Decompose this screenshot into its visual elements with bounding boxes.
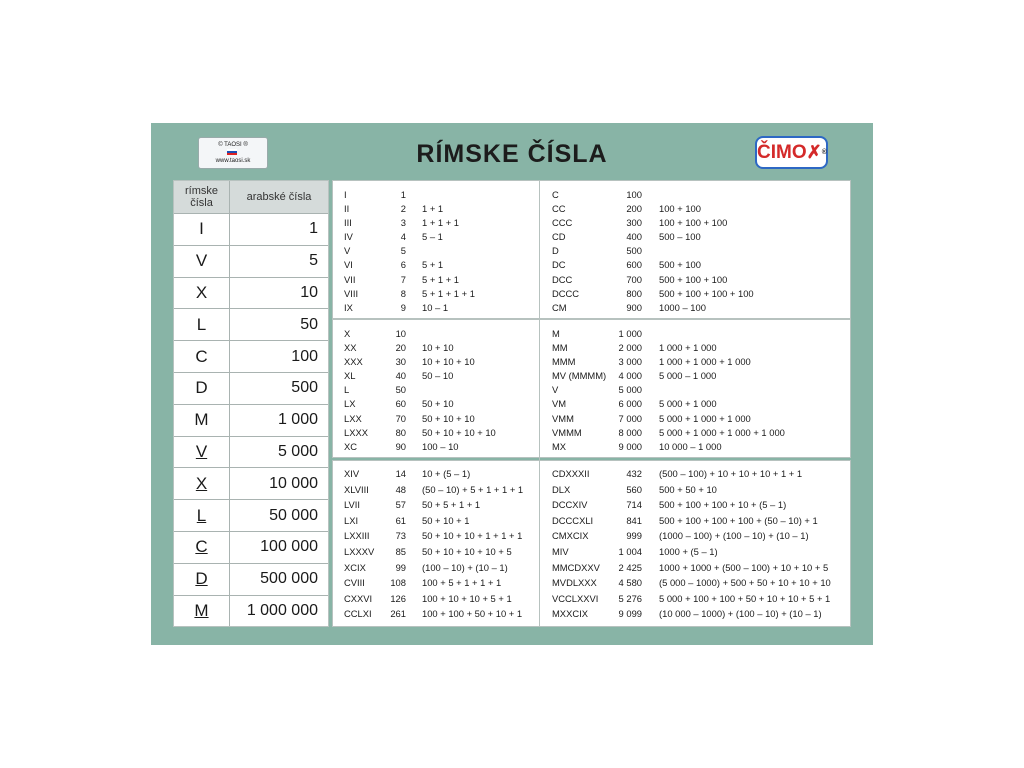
arabic-text: 108 <box>390 577 406 589</box>
arabic-text: 8 000 <box>618 426 642 438</box>
roman-text: CM <box>552 301 567 313</box>
expression-text: (5 000 – 1000) + 500 + 50 + 10 + 10 + 10 <box>659 577 831 589</box>
arabic-text: 60 <box>395 398 406 410</box>
bird-icon: ✗ <box>806 142 822 162</box>
expression-text: 100 + 100 <box>659 203 701 215</box>
roman-text: DC <box>552 259 566 271</box>
numeral-row <box>344 575 544 591</box>
roman-text: DLX <box>552 483 571 495</box>
arabic-text: 2 425 <box>618 561 642 573</box>
numeral-row <box>344 412 544 426</box>
roman-text: LXXXV <box>344 545 375 557</box>
expression-text: (1000 – 100) + (100 – 10) + (10 – 1) <box>659 530 809 542</box>
roman-text: VMM <box>552 412 574 424</box>
roman-text: VI <box>344 259 353 271</box>
roman-text: LXX <box>344 412 362 424</box>
arabic-text: 300 <box>626 217 642 229</box>
basic-table-row <box>174 499 328 531</box>
expression-text: 50 + 5 + 1 + 1 <box>422 499 481 511</box>
arabic-cell: 10 <box>300 283 318 301</box>
basic-table-row <box>174 563 328 595</box>
taosi-logo-url: www.taosi.sk <box>215 158 251 164</box>
numeral-row <box>552 412 852 426</box>
arabic-text: 500 <box>626 245 642 257</box>
expression-text: 5 000 – 1 000 <box>659 370 717 382</box>
arabic-text: 400 <box>626 231 642 243</box>
expression-text: 10 – 1 <box>422 301 449 313</box>
expression-text: 100 + 10 + 10 + 5 + 1 <box>422 592 512 604</box>
expression-text: 5 000 + 1 000 + 1 000 <box>659 412 751 424</box>
expression-text: 500 – 100 <box>659 231 701 243</box>
header-arabic: arabské čísla <box>246 191 312 203</box>
roman-cell: C <box>174 341 230 372</box>
arabic-text: 30 <box>395 356 406 368</box>
roman-cell: M <box>174 596 230 627</box>
numeral-row <box>552 513 852 529</box>
expression-text: 500 + 100 + 100 <box>659 273 728 285</box>
expression-text: 10 000 – 1 000 <box>659 440 722 452</box>
expression-text: 5 000 + 100 + 100 + 50 + 10 + 10 + 5 + 1 <box>659 592 831 604</box>
roman-text: XL <box>344 370 356 382</box>
expression-text: 50 + 10 + 10 + 10 <box>422 426 496 438</box>
numeral-row <box>552 355 852 369</box>
basic-table-row <box>174 467 328 499</box>
numeral-row <box>552 287 852 301</box>
numeral-row <box>552 188 852 202</box>
numeral-row <box>552 327 852 341</box>
numeral-row <box>344 287 544 301</box>
expression-text: 1000 + (5 – 1) <box>659 545 718 557</box>
arabic-text: 2 <box>400 203 406 215</box>
expression-text: 500 + 100 + 100 + 100 + (50 – 10) + 1 <box>659 514 818 526</box>
expression-text: 10 + (5 – 1) <box>422 468 471 479</box>
arabic-text: 9 099 <box>618 608 642 620</box>
taosi-logo-name: © TAOSI ® <box>218 142 248 148</box>
expression-text: 100 – 10 <box>422 440 459 452</box>
roman-text: LXXX <box>344 426 368 438</box>
panel-examples <box>332 460 851 627</box>
expression-text: 10 + 10 <box>422 342 454 354</box>
numeral-row <box>344 273 544 287</box>
arabic-cell: 500 <box>291 379 318 397</box>
expression-text: (100 – 10) + (10 – 1) <box>422 561 508 573</box>
page-title: RÍMSKE ČÍSLA <box>416 140 608 168</box>
tens-column <box>344 327 544 454</box>
panel-tens-thousands <box>332 319 851 458</box>
arabic-text: 20 <box>395 342 406 354</box>
numeral-row <box>552 528 852 544</box>
numeral-row <box>344 440 544 454</box>
roman-numerals-poster <box>151 123 873 645</box>
basic-table-row <box>174 277 328 309</box>
arabic-text: 73 <box>395 530 406 542</box>
numeral-row <box>552 301 852 315</box>
arabic-text: 4 <box>400 231 406 243</box>
expression-text: 50 – 10 <box>422 370 454 382</box>
roman-text: CDXXXII <box>552 468 590 479</box>
roman-text: CC <box>552 203 566 215</box>
expression-text: 50 + 10 + 10 + 10 + 5 <box>422 545 512 557</box>
basic-table-header <box>174 181 328 213</box>
basic-table-row <box>174 404 328 436</box>
roman-cell: D <box>174 373 230 404</box>
arabic-text: 61 <box>395 514 406 526</box>
arabic-text: 57 <box>395 499 406 511</box>
roman-text: VCCLXXVI <box>552 592 599 604</box>
roman-text: DCCC <box>552 287 580 299</box>
numeral-row <box>344 355 544 369</box>
numeral-row <box>552 440 852 454</box>
arabic-text: 714 <box>626 499 642 511</box>
basic-table-row <box>174 213 328 245</box>
numeral-row <box>552 383 852 397</box>
roman-text: XLVIII <box>344 483 369 495</box>
roman-cell: L <box>174 500 230 531</box>
expression-text: 1 + 1 + 1 <box>422 217 460 229</box>
cimo-logo-reg: ® <box>821 149 827 156</box>
basic-table-row <box>174 308 328 340</box>
arabic-text: 5 276 <box>618 592 642 604</box>
arabic-text: 14 <box>395 468 406 479</box>
numeral-row <box>344 216 544 230</box>
roman-cell: X <box>174 278 230 309</box>
arabic-text: 5 <box>400 245 406 257</box>
arabic-text: 126 <box>390 592 406 604</box>
arabic-text: 6 000 <box>618 398 642 410</box>
expression-text: 5 000 + 1 000 <box>659 398 717 410</box>
expression-text: 500 + 50 + 10 <box>659 483 717 495</box>
expression-text: 500 + 100 + 100 + 10 + (5 – 1) <box>659 499 787 511</box>
arabic-cell: 500 000 <box>260 570 318 588</box>
numeral-row <box>552 230 852 244</box>
roman-text: L <box>344 384 350 396</box>
arabic-cell: 1 000 000 <box>246 601 318 619</box>
numeral-row <box>344 426 544 440</box>
roman-text: VMMM <box>552 426 582 438</box>
roman-text: M <box>552 328 560 339</box>
arabic-text: 560 <box>626 483 642 495</box>
units-column <box>344 188 544 315</box>
roman-cell: M <box>174 405 230 436</box>
expression-text: 1000 – 100 <box>659 301 706 313</box>
numeral-row <box>344 528 544 544</box>
basic-table-body <box>174 213 328 626</box>
expression-text: 1000 + 1000 + (500 – 100) + 10 + 10 + 5 <box>659 561 829 573</box>
roman-text: CMXCIX <box>552 530 589 542</box>
numeral-row <box>552 273 852 287</box>
roman-text: XX <box>344 342 357 354</box>
arabic-cell: 50 000 <box>269 506 318 524</box>
expression-text: 500 + 100 + 100 + 100 <box>659 287 754 299</box>
basic-table-row <box>174 372 328 404</box>
roman-text: DCCCXLI <box>552 514 594 526</box>
roman-text: MMCDXXV <box>552 561 600 573</box>
cimo-logo-text: ČIMO <box>757 142 807 163</box>
arabic-text: 7 <box>400 273 406 285</box>
arabic-cell: 1 000 <box>277 411 318 429</box>
roman-text: MX <box>552 440 567 452</box>
roman-text: DCC <box>552 273 573 285</box>
roman-text: VII <box>344 273 356 285</box>
expression-text: 5 000 + 1 000 + 1 000 + 1 000 <box>659 426 785 438</box>
arabic-text: 4 000 <box>618 370 642 382</box>
arabic-text: 50 <box>395 384 406 396</box>
expression-text: 100 + 100 + 100 <box>659 217 728 229</box>
roman-text: C <box>552 189 559 200</box>
roman-cell: X <box>174 468 230 499</box>
roman-text: MM <box>552 342 568 354</box>
expression-text: 5 – 1 <box>422 231 443 243</box>
roman-text: V <box>552 384 559 396</box>
roman-cell: D <box>174 564 230 595</box>
examples-right-column <box>552 466 852 622</box>
roman-text: MV (MMMM) <box>552 370 607 382</box>
roman-text: D <box>552 245 559 257</box>
arabic-text: 1 000 <box>618 328 642 339</box>
roman-text: VM <box>552 398 567 410</box>
numeral-row <box>344 230 544 244</box>
arabic-text: 432 <box>626 468 642 479</box>
numeral-row <box>344 202 544 216</box>
arabic-text: 85 <box>395 545 406 557</box>
arabic-text: 600 <box>626 259 642 271</box>
arabic-text: 200 <box>626 203 642 215</box>
arabic-text: 99 <box>395 561 406 573</box>
arabic-text: 900 <box>626 301 642 313</box>
numeral-row <box>552 560 852 576</box>
numeral-row <box>344 258 544 272</box>
hundreds-column <box>552 188 852 315</box>
expression-text: 50 + 10 <box>422 398 454 410</box>
roman-text: X <box>344 328 351 339</box>
roman-text: LXI <box>344 514 359 526</box>
basic-numerals-table <box>173 180 329 627</box>
arabic-cell: 50 <box>300 315 318 333</box>
roman-text: MVDLXXX <box>552 577 597 589</box>
numeral-row <box>552 202 852 216</box>
column-divider <box>539 180 540 627</box>
arabic-text: 10 <box>395 328 406 339</box>
numeral-row <box>344 497 544 513</box>
arabic-text: 800 <box>626 287 642 299</box>
numeral-row <box>344 327 544 341</box>
roman-text: XXX <box>344 356 363 368</box>
arabic-text: 9 000 <box>618 440 642 452</box>
expression-text: 5 + 1 + 1 + 1 <box>422 287 475 299</box>
arabic-text: 3 <box>400 217 406 229</box>
expression-text: 50 + 10 + 10 + 1 + 1 + 1 <box>422 530 523 542</box>
basic-table-row <box>174 436 328 468</box>
arabic-text: 100 <box>626 189 642 200</box>
arabic-cell: 100 000 <box>260 538 318 556</box>
roman-cell: C <box>174 532 230 563</box>
arabic-text: 3 000 <box>618 356 642 368</box>
expression-text: 1 + 1 <box>422 203 444 215</box>
expression-text: 500 + 100 <box>659 259 701 271</box>
numeral-row <box>552 216 852 230</box>
numeral-row <box>552 606 852 622</box>
expression-text: 1 000 + 1 000 + 1 000 <box>659 356 751 368</box>
arabic-text: 48 <box>395 483 406 495</box>
numeral-row <box>552 497 852 513</box>
arabic-text: 90 <box>395 440 406 452</box>
numeral-row <box>344 513 544 529</box>
arabic-text: 8 <box>400 287 406 299</box>
roman-cell: I <box>174 214 230 245</box>
roman-text: CCLXI <box>344 608 372 620</box>
roman-text: LXXIII <box>344 530 370 542</box>
arabic-text: 4 580 <box>618 577 642 589</box>
expression-text: 50 + 10 + 1 <box>422 514 470 526</box>
arabic-text: 40 <box>395 370 406 382</box>
numeral-row <box>552 244 852 258</box>
roman-text: IX <box>344 301 353 313</box>
examples-left-column <box>344 466 544 622</box>
numeral-row <box>344 397 544 411</box>
arabic-text: 9 <box>400 301 406 313</box>
arabic-text: 80 <box>395 426 406 438</box>
roman-text: LVII <box>344 499 360 511</box>
arabic-text: 700 <box>626 273 642 285</box>
roman-text: XCIX <box>344 561 366 573</box>
arabic-text: 70 <box>395 412 406 424</box>
panel-units-hundreds <box>332 180 851 319</box>
numeral-row <box>552 258 852 272</box>
roman-text: MXXCIX <box>552 608 588 620</box>
numeral-row <box>552 426 852 440</box>
arabic-cell: 1 <box>309 220 318 238</box>
expression-text: 50 + 10 + 10 <box>422 412 475 424</box>
numeral-row <box>344 482 544 498</box>
expression-text: (500 – 100) + 10 + 10 + 10 + 1 + 1 <box>659 468 803 479</box>
roman-text: XC <box>344 440 358 452</box>
expression-text: 100 + 5 + 1 + 1 + 1 <box>422 577 502 589</box>
arabic-text: 7 000 <box>618 412 642 424</box>
roman-cell: L <box>174 309 230 340</box>
arabic-text: 999 <box>626 530 642 542</box>
arabic-text: 841 <box>626 514 642 526</box>
roman-text: I <box>344 189 347 200</box>
numeral-row <box>344 383 544 397</box>
numeral-row <box>344 244 544 258</box>
expression-text: 10 + 10 + 10 <box>422 356 475 368</box>
arabic-text: 6 <box>400 259 406 271</box>
roman-text: VIII <box>344 287 359 299</box>
roman-text: XIV <box>344 468 360 479</box>
basic-table-row <box>174 245 328 277</box>
numeral-row <box>552 466 852 482</box>
numeral-row <box>344 466 544 482</box>
roman-text: III <box>344 217 352 229</box>
roman-text: LX <box>344 398 356 410</box>
arabic-cell: 10 000 <box>269 474 318 492</box>
arabic-cell: 100 <box>291 347 318 365</box>
numeral-row <box>552 544 852 560</box>
expression-text: 5 + 1 <box>422 259 444 271</box>
arabic-text: 1 <box>400 189 406 200</box>
arabic-text: 2 000 <box>618 342 642 354</box>
numeral-row <box>552 341 852 355</box>
thousands-column <box>552 327 852 454</box>
numeral-row <box>552 482 852 498</box>
arabic-text: 1 004 <box>618 545 642 557</box>
numeral-row <box>344 188 544 202</box>
numeral-row <box>344 606 544 622</box>
header-roman: rímske čísla <box>174 181 230 213</box>
expression-text: 100 + 100 + 50 + 10 + 1 <box>422 608 523 620</box>
numeral-row <box>344 591 544 607</box>
numeral-row <box>344 301 544 315</box>
roman-text: CD <box>552 231 566 243</box>
numeral-row <box>552 591 852 607</box>
arabic-cell: 5 <box>309 252 318 270</box>
roman-text: CVIII <box>344 577 365 589</box>
numeral-row <box>344 544 544 560</box>
roman-text: II <box>344 203 350 215</box>
numeral-row <box>344 369 544 383</box>
basic-table-row <box>174 595 328 627</box>
roman-text: CCC <box>552 217 573 229</box>
expression-text: (10 000 – 1000) + (100 – 10) + (10 – 1) <box>659 608 822 620</box>
expression-text: (50 – 10) + 5 + 1 + 1 + 1 <box>422 483 524 495</box>
arabic-text: 261 <box>390 608 406 620</box>
numeral-row <box>552 369 852 383</box>
roman-text: CXXVI <box>344 592 373 604</box>
roman-text: IV <box>344 231 353 243</box>
expression-text: 1 000 + 1 000 <box>659 342 717 354</box>
numeral-row <box>344 560 544 576</box>
basic-table-row <box>174 340 328 372</box>
expression-text: 5 + 1 + 1 <box>422 273 460 285</box>
roman-text: MMM <box>552 356 576 368</box>
arabic-cell: 5 000 <box>277 442 318 460</box>
roman-cell: V <box>174 246 230 277</box>
roman-text: MIV <box>552 545 569 557</box>
roman-cell: V <box>174 437 230 468</box>
numeral-row <box>552 397 852 411</box>
cimo-logo <box>755 136 828 169</box>
basic-table-row <box>174 531 328 563</box>
arabic-text: 5 000 <box>618 384 642 396</box>
numeral-row <box>552 575 852 591</box>
roman-text: V <box>344 245 351 257</box>
numeral-row <box>344 341 544 355</box>
roman-text: DCCXIV <box>552 499 588 511</box>
